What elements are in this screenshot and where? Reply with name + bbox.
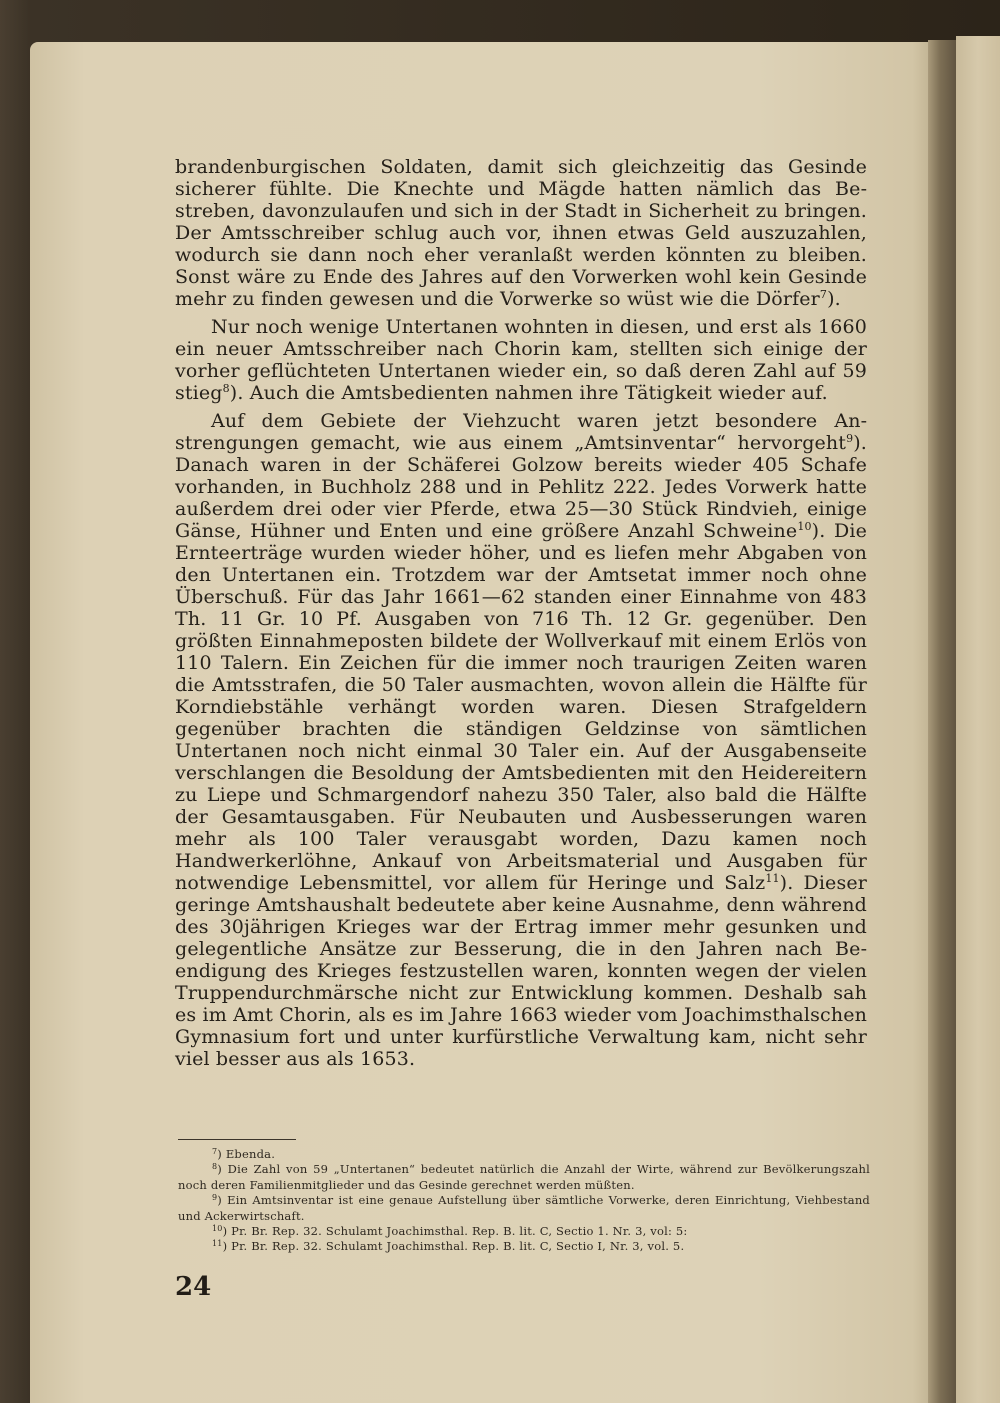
paragraph-text: ). Die Ernteerträge wurden wieder höher, und es liefen mehr Abgaben von den Untertanen ein. Trotzdem war der Amtsetat immer noch ohne Überschuß. Für das Jahr 1661—62 standen einer Einnahme von 483 Th. 11 Gr. 10 Pf. Ausgaben von 716 Th. 12 Gr. gegenüber. Den größten Einnahmeposten bildete der Wollverkauf mit einem Erlös von 110 Talern. Ein Zeichen für die immer noch traurigen Zeiten waren die Amtsstrafen, die 50 Taler ausmachten, wovon allein die Hälfte für Korndiebstähle verhängt worden waren. Diesen Strafgeldern gegenüber brachten die ständigen Geldzinse von sämtlichen Untertanen noch nicht einmal 30 Taler ein. Auf der Ausgabenseite verschlangen die Besoldung der Amtsbedienten mit den Heidereitern zu Liepe und Schmargendorf nahezu 350 Taler, also bald die Hälfte der Gesamtausgaben. Für Neubauten und Ausbesserungen waren mehr als 100 Taler verausgabt worden, Dazu kamen noch Handwerkerlöhne, Ankauf von Arbeitsmaterial und Ausgaben für notwendige Lebensmittel, vor allem für Heringe und Salz: [175, 520, 867, 894]
paragraph-text: ). Danach waren in der Schäferei Golzow bereits wieder 405 Schafe vorhanden, in Buchholz 288 und in Pehlitz 222. Jedes Vorwerk hatte außerdem drei oder vier Pferde, etwa 25—30 Stück Rindvieh, einige Gänse, Hühner und Enten und eine größere Anzahl Schweine: [175, 432, 867, 542]
paragraph-text: brandenburgischen Soldaten, damit sich gleichzeitig das Gesinde sicherer fühlte. Die Knechte und Mägde hatten nämlich das Bestreben, davonzulaufen und sich in der Stadt in Sicherheit zu bringen. Der Amtsschreiber schlug auch vor, ihnen etwas Geld auszuzahlen, wodurch sie dann noch eher veranlaßt werden könnten zu bleiben. Sonst wäre zu Ende des Jahres auf den Vorwerken wohl kein Gesinde mehr zu finden gewesen und die Vorwerke so wüst wie die Dörfer: [175, 156, 867, 310]
paragraph-text: Auf dem Gebiete der Viehzucht waren jetzt besondere Anstrengungen gemacht, wie aus einem „Amtsinventar“ hervorgeht: [175, 410, 867, 454]
paragraph-2: [175, 316, 867, 404]
footnote-ref: 8: [222, 382, 230, 395]
footnote: [178, 1162, 870, 1193]
body-text: [175, 156, 867, 1070]
book-gutter: [928, 40, 958, 1403]
footnote-text: ) Die Zahl von 59 „Untertanen“ bedeutet natürlich die Anzahl der Wirte, während zur Bevölkerungszahl noch deren Familienmitglieder und das Gesinde gerechnet werden müßten.: [178, 1162, 870, 1192]
footnote: [178, 1224, 870, 1239]
footnote-text: ) Pr. Br. Rep. 32. Schulamt Joachimsthal. Rep. B. lit. C, Sectio I, Nr. 3, vol. 5.: [222, 1239, 685, 1254]
paragraph-text: Nur noch wenige Untertanen wohnten in diesen, und erst als 1660 ein neuer Amtsschreiber nach Chorin kam, stellten sich einige der vorher geflüchteten Untertanen wieder ein, so daß deren Zahl auf 59 stieg: [175, 316, 867, 404]
footnote-text: ) Pr. Br. Rep. 32. Schulamt Joachimsthal. Rep. B. lit. C, Sectio 1. Nr. 3, vol: 5:: [222, 1224, 688, 1239]
footnote-ref: 9: [846, 432, 854, 445]
footnote-text: ) Ebenda.: [217, 1147, 276, 1161]
footnote-ref: 10: [797, 520, 812, 533]
footnote-number: 10: [212, 1224, 223, 1234]
paragraph-text: ).: [827, 288, 841, 310]
paragraph-text: ). Dieser geringe Amtshaushalt bedeutete aber keine Ausnahme, denn während des 30jährigen Krieges war der Ertrag immer mehr gesunken und gelegentliche Ansätze zur Besserung, die in den Jahren nach Beendigung des Krieges festzustellen waren, konnten wegen der vielen Truppendurchmärsche nicht zur Entwicklung kommen. Deshalb sah es im Amt Chorin, als es im Jahre 1663 wieder vom Joachimsthalschen Gymnasium fort und unter kurfürstliche Verwaltung kam, nicht sehr viel besser aus als 1653.: [175, 872, 867, 1070]
footnote-number: 11: [212, 1239, 223, 1249]
footnote-number: 8: [212, 1162, 218, 1172]
footnote-ref: 7: [819, 288, 828, 301]
footnote: [178, 1239, 870, 1254]
footnote-rule: [178, 1139, 296, 1140]
footnote: [178, 1147, 870, 1162]
footnote-text: ) Ein Amtsinventar ist eine genaue Aufstellung über sämtliche Vorwerke, deren Einrichtung, Viehbestand und Ackerwirtschaft.: [178, 1193, 870, 1223]
footnote-number: 7: [212, 1147, 218, 1156]
footnote-number: 9: [212, 1193, 218, 1203]
footnotes: [178, 1147, 870, 1255]
footnote-ref: 11: [765, 872, 780, 885]
paragraph-text: ). Auch die Amtsbedienten nahmen ihre Tätigkeit wieder auf.: [229, 382, 828, 404]
footnote: [178, 1193, 870, 1224]
facing-page-edge: [956, 36, 1000, 1403]
paragraph-3: [175, 410, 867, 1070]
paragraph-1: [175, 156, 867, 310]
page-number: 24: [175, 1272, 212, 1302]
